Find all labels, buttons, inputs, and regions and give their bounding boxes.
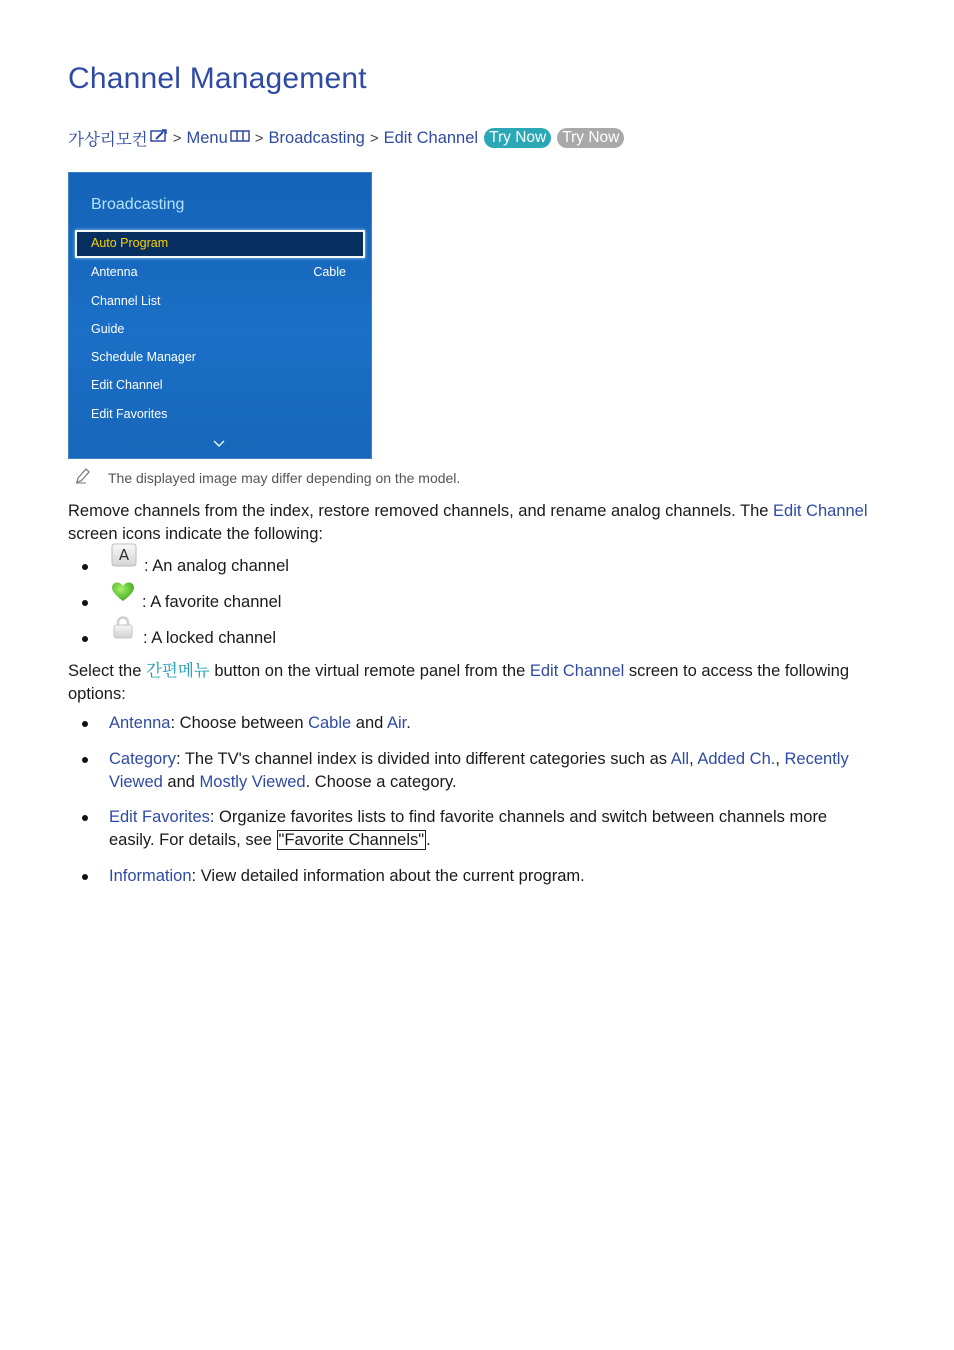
note-text: The displayed image may differ depending on the model. — [108, 470, 461, 486]
menu-icon — [230, 129, 250, 148]
tv-menu-item: Antenna Cable — [91, 265, 346, 279]
svg-text:A: A — [118, 546, 130, 564]
page-title: Channel Management — [68, 62, 367, 95]
tv-menu-item: Schedule Manager — [91, 350, 196, 364]
tv-menu-title: Broadcasting — [91, 196, 185, 213]
note — [74, 467, 461, 488]
favorite-channels-link[interactable]: "Favorite Channels" — [278, 831, 425, 849]
remote-icon — [150, 129, 168, 148]
tv-menu-item: Edit Favorites — [91, 407, 168, 421]
select-paragraph: Select the 간편메뉴 button on the virtual remote panel from the Edit Channel screen to access the following options: — [68, 662, 850, 703]
breadcrumb — [68, 126, 624, 150]
chevron-right-icon: > — [172, 129, 182, 147]
option-term: Edit Favorites — [109, 808, 210, 826]
tv-menu-item: Edit Channel — [91, 378, 163, 392]
breadcrumb-remote[interactable]: 가상리모컨 — [68, 131, 148, 149]
edit-channel-link: Edit Channel — [529, 662, 625, 680]
lock-icon — [111, 615, 135, 646]
pencil-icon — [74, 472, 92, 488]
breadcrumb-menu[interactable]: Menu — [186, 128, 228, 147]
tv-menu-item-value: Cable — [313, 265, 346, 279]
intro-paragraph: Remove channels from the index, restore removed channels, and rename analog channels. The Edit Channel screen icons indicate the following: — [68, 502, 868, 543]
tv-menu-selected-label: Auto Program — [91, 236, 169, 250]
analog-icon — [111, 543, 137, 574]
tv-menu-item: Channel List — [91, 294, 161, 308]
breadcrumb-edit-channel[interactable]: Edit Channel — [383, 128, 479, 147]
option-term: Antenna — [109, 714, 171, 732]
option-term: Category — [109, 750, 176, 768]
tv-menu-screenshot — [68, 172, 372, 459]
edit-channel-link: Edit Channel — [773, 502, 868, 520]
chevron-down-icon — [213, 435, 225, 453]
try-now-button-disabled[interactable]: Try Now — [557, 128, 624, 148]
try-now-button[interactable]: Try Now — [484, 128, 551, 148]
chevron-right-icon: > — [254, 129, 264, 147]
tv-menu-item: Guide — [91, 322, 125, 336]
chevron-right-icon: > — [369, 129, 379, 147]
option-term: Information — [109, 867, 192, 885]
quick-menu-key: 간편메뉴 — [145, 662, 210, 680]
breadcrumb-broadcasting[interactable]: Broadcasting — [268, 128, 365, 147]
tv-menu-selected-item — [75, 230, 365, 258]
heart-icon — [111, 581, 135, 610]
